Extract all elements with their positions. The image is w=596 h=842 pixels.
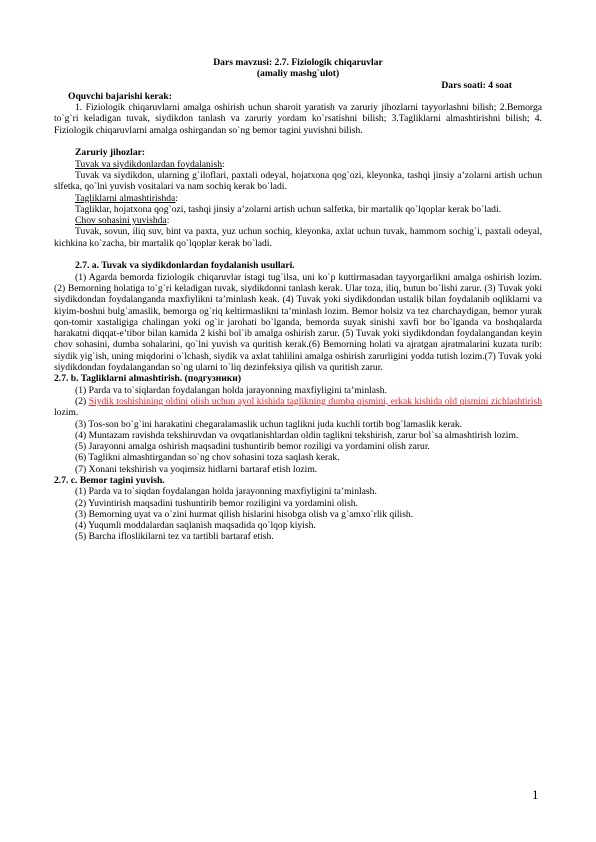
section-c-item-3: (3) Bemorning uyat va o`zini hurmat qilish hislarini hisobga olish va g`amxo`rlik qilish. [75, 508, 414, 520]
lesson-subtitle: (amaliy mashg`ulot) [256, 68, 340, 80]
intro-heading: Oquvchi bajarishi kerak: [68, 90, 172, 102]
section-c-heading: 2.7. c. Bemor tagini yuvish. [54, 474, 165, 486]
section-b-item-2 [54, 396, 542, 419]
spacer [54, 136, 542, 147]
page-number: 1 [532, 787, 539, 802]
section-b-item-3: (3) Tos-son bo`g`ini harakatini chegaralamaslik uchun taglikni juda kuchli tortib bog`lamaslik kerak. [75, 418, 463, 430]
equipment-text-1: Tuvak va siydikdon, ularning g`iloflari, paxtali odeyal, hojatxona qog`ozi, kleyonka, tashqi jinsiy a’zolarni artish uchun slfetka, qo`lni yuvish vositalari va nam sochiq kerak bo`ladi. [54, 169, 542, 193]
equipment-subheading-3 [54, 215, 542, 226]
equipment-sub3-label: Chov sohasini yuvishda [75, 215, 167, 227]
section-a-text: (1) Agarda bemorda fiziologik chiqaruvlar istagi tug`ilsa, uni ko`p kuttirmasadan tayyorgarlikni amalga oshirish lozim. (2) Bemorning holatiga to`g`ri keladigan tuvak, siydikdonni tanlash kerak. Ular toza, iliq, butun bo`lishi zarur. (3) Tuvak yoki siydikdondan foydalanganda maxfiylikni ta’minlash keak. (4) Tuvak yoki siydikdondan ustalik bilan foydalanib oqliklarni va kiyim-boshni bulg`amaslik, bemorga og`riq keltirmaslikni ta’minlash lozim. Bemor holsiz va tez charchaydigan, bemor yurak qon-tomir xastaligiga chalingan yoki og`ir jarohati bo`lganda, bemorda suyak sinishi xavfi bor bo`lganda va boshqalarda harakatni diqqat-e’tibor bilan kamida 2 kishi bol`ib amalga oshirish zarur. (5) Tuvak yoki siydikdondan foydalangandan keyin chov sohasini, dumba sohalarini, qo`lni yuvish va quritish kerak.(6) Bemorning holati va ajratgan ajratmalarini kuzata turib: siydik yig`ish, uning miqdorini o`lchash, siydik va axlat tahlilini amalga oshirish zarurligini yodda tutish lozim.(7) Tuvak yoki siydikdondan foydalangandan so`ng ularni to`liq dezinfeksiya qilish va quritish zarur. [54, 271, 542, 374]
equipment-subheading-2 [54, 193, 542, 204]
section-c-item-5: (5) Barcha ifloslikilarni tez va tartibli bartaraf etish. [75, 531, 274, 543]
section-b-item-4: (4) Muntazam ravishda tekshiruvdan va ovqatlanishlardan oldin taglikni tekshirish, zarur bol`sa almashtirish lozim. [75, 429, 519, 441]
section-c-item-2: (2) Yuvintirish maqsadini tushuntirib bemor roziligini va yordamini olish. [75, 497, 358, 509]
section-b-item-1: (1) Parda va to`siqlardan foydalangan holda jarayonning maxfiyligini ta’minlash. [75, 384, 387, 396]
section-b-item-2-highlight: Siydik toshishining oldini olish uchun ayol kishida taglikning dumba qismini, erkak kishida old qismini zichlashtirish [88, 395, 542, 407]
section-b-item-6: (6) Taglikni almashtirgandan so`ng chov sohasini toza saqlash kerak. [75, 452, 340, 464]
equipment-text-3: Tuvak, sovun, iliq suv, bint va paxta, yuz uchun sochiq, kleyonka, axlat uchun tuvak, hammom sochig`i, paxtali odeyal, kichkina ko`zacha, bir martalik qo`lqoplar kerak bo`ladi. [54, 226, 542, 249]
intro-text: 1. Fiziologik chiqaruvlarni amalga oshirish uchun sharoit yaratish va zaruriy jihozlarni tayyorlashni bilish; 2.Bemorga to`g`ri keladigan tuvak, siydikdon tanlash va zaruriy yordam ko`rsatishni bilish; 3.Tagliklarni almashtirishni bilish; 4. Fiziologik chiqaruvlarni amalga oshirgandan so`ng bemor tagini yuvishni bilish. [54, 102, 542, 136]
equipment-heading: Zaruriy jihozlar: [75, 147, 146, 159]
section-b-item-5: (5) Jarayonni amalga oshirish maqsadini tushuntirib bemor roziligi va yordamini olish zarur. [75, 441, 430, 453]
lesson-title: Dars mavzusi: 2.7. Fiziologik chiqaruvlar [213, 57, 383, 68]
equipment-text-2: Tagliklar, hojatxona qog`ozi, tashqi jinsiy a’zolarni artish uchun salfetka, bir martalik qo`lqoplar kerak bo`ladi. [75, 203, 502, 215]
section-b-item-2-prefix: (2) [75, 395, 89, 407]
spacer [54, 249, 542, 260]
section-b-item-2-suffix: lozim. [54, 407, 79, 419]
equipment-sub1-colon: : [222, 158, 225, 170]
equipment-subheading-1 [54, 159, 542, 170]
section-b-heading: 2.7. b. Tagliklarni almashtirish. (подгузники) [54, 373, 242, 385]
section-c-item-4: (4) Yuqumli moddalardan saqlanish maqsadida qo`lqop kiyish. [75, 520, 316, 532]
equipment-sub2-label: Tagliklarni almashtirishda [75, 192, 176, 204]
section-a-heading: 2.7. a. Tuvak va siydikdonlardan foydalanish usullari. [75, 260, 295, 272]
document-body [54, 57, 542, 543]
section-b-item-7: (7) Xonani tekshirish va yoqimsiz hidlarni bartaraf etish lozim. [75, 463, 318, 475]
section-c-item-1: (1) Parda va to`siqdan foydalangan holda jarayonning maxfiyligini ta’minlash. [75, 486, 377, 498]
equipment-sub3-colon: : [166, 215, 170, 227]
equipment-sub1-label: Tuvak va siydikdonlardan foydalanish [75, 158, 222, 170]
equipment-sub2-colon: : [175, 192, 178, 204]
lesson-hours: Dars soati: 4 soat [441, 79, 512, 91]
